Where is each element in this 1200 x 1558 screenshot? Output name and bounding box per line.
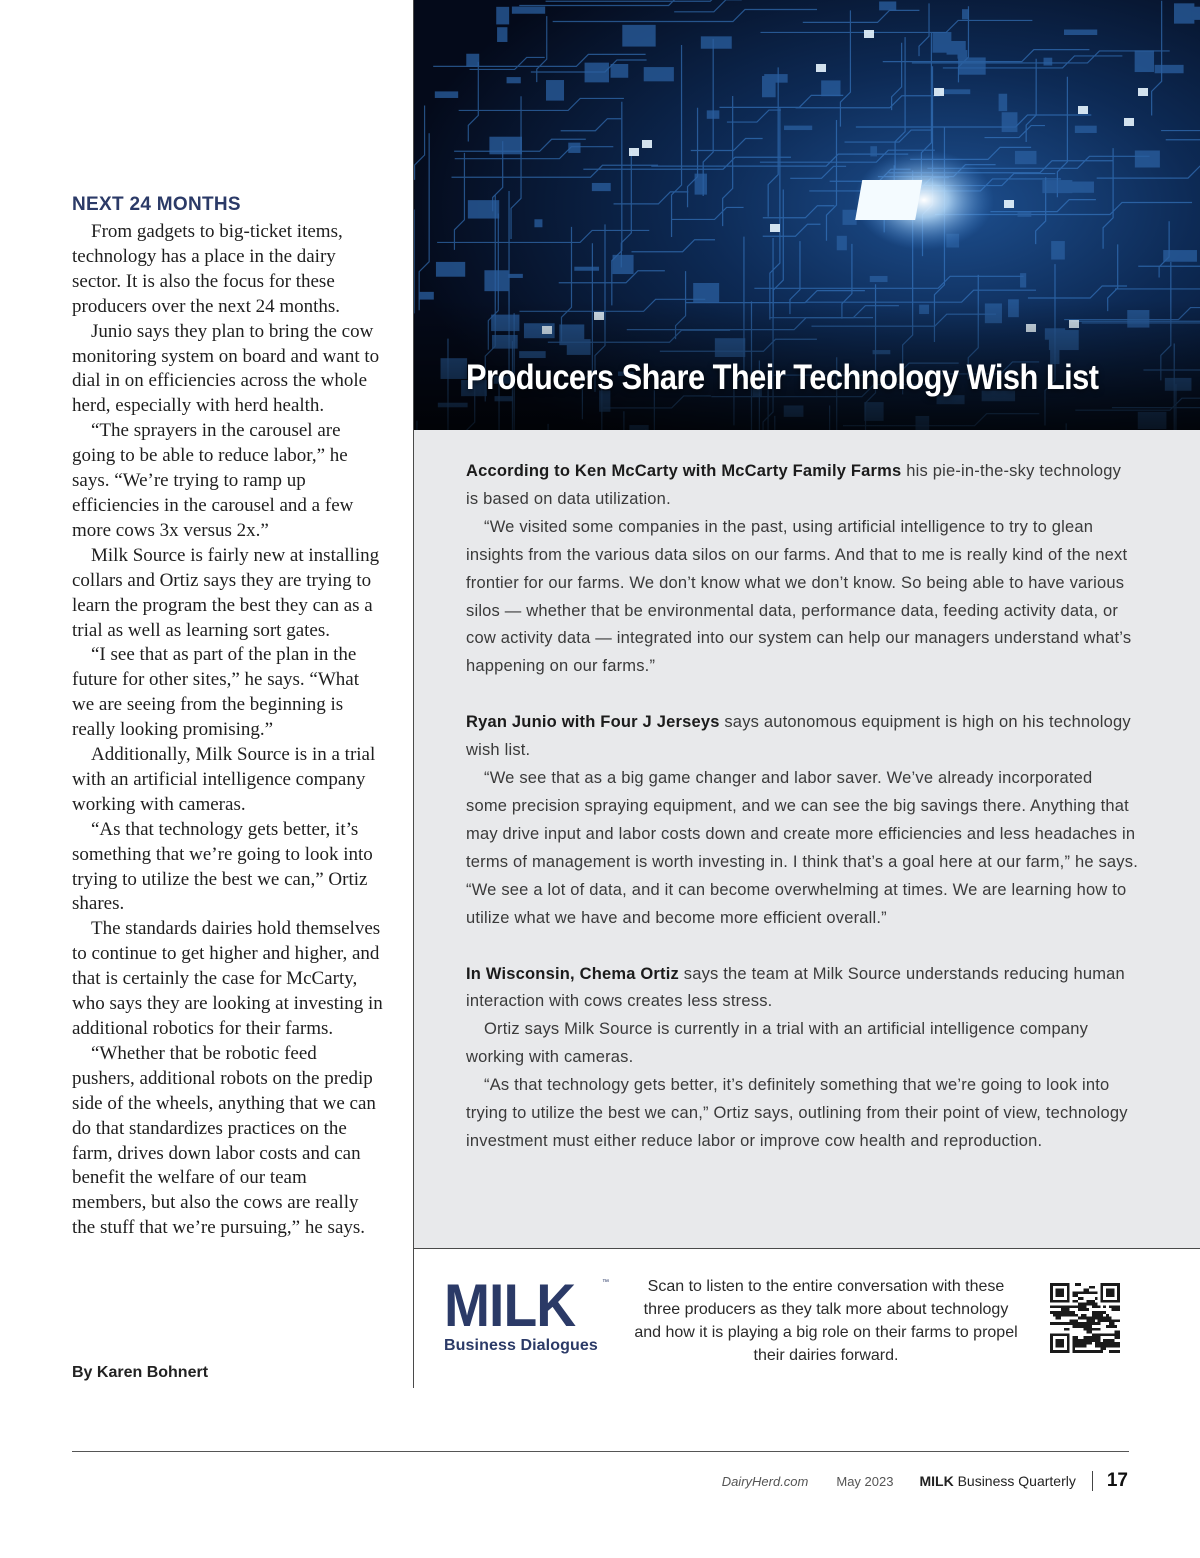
junio-quote: “We see that as a big game changer and labor saver. We’ve already incorporated some precision spraying equipment, and we can see the big savings there. Anything that may drive input and labor costs down and create more efficiencies and less headaches in terms of management is worth investing in. I think that’s a goal here at our farm,” he says. “We see a lot of data, and it can become overwhelming at times. We are learning how to utilize what we have and become more efficient overall.” [466, 769, 1138, 927]
circuit-pad [1075, 126, 1097, 133]
circuit-pad [1174, 3, 1194, 23]
mccarty-lead-text: his pie-in-the-sky technology is based on data utilization. [466, 462, 1122, 508]
circuit-pad [1020, 273, 1026, 287]
circuit-pad [592, 183, 611, 191]
circuit-pad [420, 292, 434, 300]
junio-lead-text: says autonomous equipment is high on his technology wish list. [466, 713, 1131, 760]
footer-pub-bold: MILK [919, 1473, 954, 1489]
circuit-pad [622, 25, 655, 47]
circuit-pad [1044, 58, 1053, 66]
circuit-pad [693, 283, 719, 303]
glowing-light [934, 88, 944, 96]
circuit-pad [707, 110, 720, 118]
article-paragraph: “As that technology gets better, it’s something that we’re going to look into trying to utilize the best we can,” Ortiz shares. [72, 818, 373, 915]
circuit-pad [574, 267, 599, 271]
glowing-light [1138, 88, 1148, 96]
circuit-pad [843, 210, 857, 225]
circuit-pad [484, 270, 508, 291]
circuit-pad [837, 236, 847, 250]
circuit-pad [1163, 250, 1197, 262]
milk-business-dialogues-logo [444, 1272, 609, 1355]
glowing-light [642, 140, 652, 148]
sidebar-title: Producers Share Their Technology Wish List [466, 358, 1099, 397]
page-footer [722, 1469, 1128, 1493]
sidebar-body [466, 458, 1138, 1156]
footer-divider [1092, 1471, 1093, 1491]
circuit-pad [784, 126, 812, 130]
circuit-pad [962, 9, 968, 19]
mccarty-quote: “We visited some companies in the past, using artificial intelligence to try to glean insights from the various data silos on our farms. And that to me is really kind of the next frontier for our farms. We don’t know what we don’t know. So being able to have various silos — whether that be environmental data, performance data, feeding activity data, or cow activity data — integrated into our system can help our managers understand what’s happening on our farms.” [466, 517, 1132, 676]
circuit-pad [957, 50, 967, 59]
ortiz-lead [466, 961, 1138, 1017]
circuit-pad [933, 32, 952, 53]
circuit-pad [1135, 50, 1154, 72]
footer-pub-rest: Business Quarterly [953, 1473, 1076, 1489]
logo-wordmark: MILK [444, 1272, 576, 1339]
circuit-pad [695, 174, 707, 195]
page-number: 17 [1106, 1470, 1128, 1491]
footer-site[interactable]: DairyHerd.com [721, 1473, 809, 1489]
footer-date: May 2023 [836, 1473, 894, 1489]
circuit-pad [939, 89, 970, 94]
article-paragraph: “The sprayers in the carousel are going to be able to reduce labor,” he says. “We’re trying to ramp up efficiencies in the carousel and a few more cows 3x versus 2x.” [72, 420, 354, 541]
circuit-pad [1017, 212, 1031, 217]
section-heading: NEXT 24 MONTHS [72, 194, 241, 215]
ortiz-quote: “As that technology gets better, it’s definitely something that we’re going to look into trying to utilize the best we can,” Ortiz says, outlining from their point of view, technology investment must either reduce labor or improve cow health and reproduction. [466, 1076, 1128, 1150]
wish-list-sidebar [413, 0, 1200, 1388]
article-paragraph: Junio says they plan to bring the cow monitoring system on board and want to dial in on efficiencies across the whole herd, especially with herd health. [72, 320, 380, 417]
podcast-promo [414, 1248, 1200, 1388]
circuit-pad [879, 1, 896, 10]
ortiz-name: In Wisconsin, Chema Ortiz [466, 964, 679, 983]
circuit-pad [435, 91, 458, 98]
circuit-pad [466, 54, 479, 67]
circuit-pad [497, 27, 507, 42]
circuit-pad [568, 143, 580, 153]
footer-rule [72, 1451, 1129, 1452]
promo-text: Scan to listen to the entire conversation with these three producers as they talk more about technology and how it is playing a big role on their farms to propel their dairies forward. [634, 1278, 1018, 1364]
qr-code-icon[interactable] [1050, 1283, 1120, 1353]
circuit-pad [507, 77, 521, 83]
glowing-light [1124, 118, 1134, 126]
circuit-pad [1015, 151, 1037, 164]
circuit-pad [1155, 65, 1184, 73]
circuit-pad [821, 80, 840, 96]
circuit-pad [611, 64, 629, 78]
article-paragraph: Milk Source is fairly new at installing collars and Ortiz says they are trying to learn the program the best they can as a trial as well as learning sort gates. [72, 544, 380, 641]
logo-subtitle: Business Dialogues [444, 1337, 598, 1354]
article-paragraph: Additionally, Milk Source is in a trial with an artificial intelligence company working with cameras. [72, 744, 376, 815]
circuit-pad [958, 57, 986, 74]
circuit-pad [644, 67, 674, 81]
ortiz-lead-text: says the team at Milk Source understands reducing human interaction with cows creates less stress. [466, 964, 1125, 1011]
circuit-pad [1051, 241, 1065, 259]
circuit-pad [1135, 150, 1160, 167]
glowing-light [816, 64, 826, 72]
circuit-board-hero-image [414, 0, 1200, 430]
glowing-light [1078, 106, 1088, 114]
circuit-pad [762, 76, 776, 97]
glowing-light [770, 224, 780, 232]
circuit-pad [534, 219, 542, 227]
circuit-pad [585, 63, 609, 83]
circuit-pad [1192, 7, 1200, 20]
circuit-pad [546, 80, 564, 101]
article-paragraph: “I see that as part of the plan in the future for other sites,” he says. “What we are seeing from the beginning is really looking promising.” [72, 644, 360, 741]
glowing-light [864, 30, 874, 38]
circuit-pad [496, 7, 509, 25]
circuit-pad [1062, 182, 1094, 193]
mccarty-name: According to Ken McCarty with McCarty Family Farms [466, 462, 902, 480]
mccarty-lead [466, 458, 1138, 514]
article-paragraph: “Whether that be robotic feed pushers, additional robots on the predip side of the wheels, anything that we can do that standardizes practices on the farm, drives down labor costs and can benefit the welfare of our team members, but also the cows are really the stuff that we’re pursuing,” he says. [72, 1042, 376, 1239]
circuit-pad [701, 36, 732, 48]
article-paragraph: The standards dairies hold themselves to continue to get higher and higher, and that is certainly the case for McCarty, who says they are looking at investing in additional robotics for their farms. [72, 918, 383, 1039]
circuit-pad [1002, 112, 1018, 132]
byline: By Karen Bohnert [72, 1364, 209, 1381]
circuit-pad [468, 200, 499, 218]
glowing-light [1004, 200, 1014, 208]
main-article-column [72, 192, 384, 1241]
circuit-pad [489, 137, 522, 155]
footer-publication [919, 1473, 1075, 1489]
circuit-pad [999, 94, 1008, 111]
ortiz-extra: Ortiz says Milk Source is currently in a trial with an artificial intelligence company working with cameras. [466, 1020, 1089, 1067]
circuit-pad [870, 146, 877, 156]
junio-name: Ryan Junio with Four J Jerseys [466, 713, 720, 732]
circuit-pad [436, 262, 465, 277]
circuit-pad [512, 7, 545, 14]
logo-trademark: ™ [602, 1279, 609, 1286]
circuit-pad [1064, 30, 1097, 35]
article-paragraph: From gadgets to big-ticket items, technology has a place in the dairy sector. It is also the focus for these producers over the next 24 months. [72, 221, 343, 317]
circuit-pad [870, 276, 888, 282]
junio-lead [466, 709, 1138, 765]
glowing-light [629, 148, 639, 156]
circuit-pad [613, 255, 634, 274]
